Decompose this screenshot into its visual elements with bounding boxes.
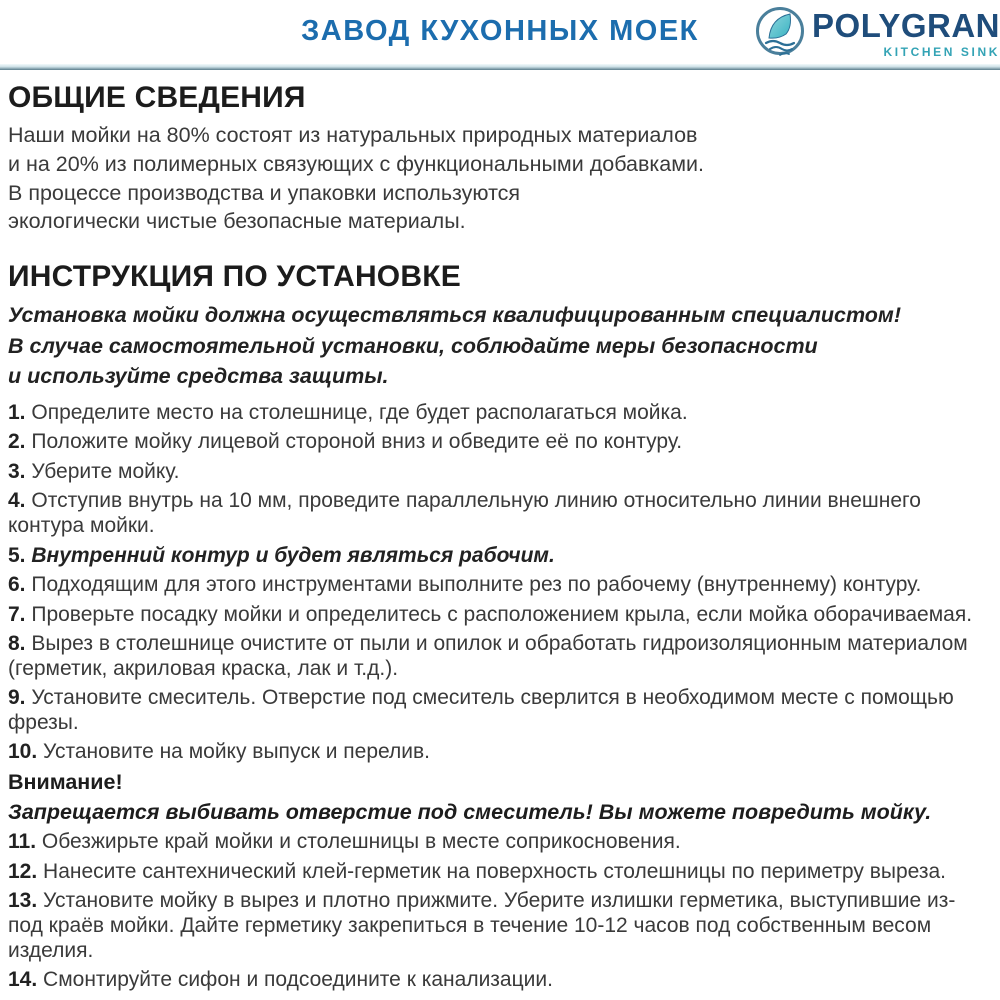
install-heading: ИНСТРУКЦИЯ ПО УСТАНОВКЕ	[8, 260, 461, 294]
step-text: Нанесите сантехнический клей-герметик на поверхность столешницы по периметру выреза.	[43, 859, 947, 883]
step-item	[8, 544, 988, 569]
step-number: 10.	[8, 740, 44, 764]
step-number: 6.	[8, 573, 32, 597]
step-number: 12.	[8, 859, 44, 883]
paragraph-line: Наши мойки на 80% состоят из натуральных природных материалов	[8, 123, 698, 147]
step-item	[8, 430, 988, 455]
step-text: Уберите мойку.	[31, 459, 180, 483]
paragraph-line: В процессе производства и упаковки используются	[8, 180, 521, 205]
step-number: 1.	[8, 400, 32, 424]
step-text: Определите место на столешнице, где будет располагаться мойка.	[31, 400, 688, 424]
section-general	[8, 81, 988, 236]
step-item	[8, 686, 988, 735]
paragraph-line: экологически чистые безопасные материалы.	[8, 209, 466, 234]
step-text: Установите на мойку выпуск и перелив.	[43, 740, 430, 764]
step-item	[8, 830, 988, 855]
step-text: Подходящим для этого инструментами выполните рез по рабочему (внутреннему) контуру.	[31, 573, 922, 597]
warning-line: В случае самостоятельной установки, соблюдайте меры безопасности	[8, 333, 818, 358]
header	[0, 0, 1000, 64]
step-number: 7.	[8, 602, 32, 626]
warning-line: и используйте средства защиты.	[8, 364, 389, 389]
polygran-logo	[753, 5, 1000, 61]
step-text: Вырез в столешнице очистите от пыли и опилок и обработать гидроизоляционным материалом (герметик, акриловая краска, лак и т.д.).	[8, 632, 968, 680]
step-text: Положите мойку лицевой стороной вниз и обведите её по контуру.	[31, 430, 683, 454]
notice-label: Внимание!	[8, 770, 123, 795]
brand-tagline: KITCHEN SINK	[883, 45, 1000, 59]
step-item	[8, 740, 988, 765]
step-number: 2.	[8, 430, 32, 454]
brand-wordmark: POLYGRAN	[812, 7, 1000, 44]
general-heading: ОБЩИЕ СВЕДЕНИЯ	[8, 81, 306, 114]
step-number: 11.	[8, 830, 42, 854]
polygran-sail-wave-icon	[753, 5, 807, 61]
step-item	[8, 401, 988, 426]
logo-text	[812, 5, 1000, 59]
step-item	[8, 573, 988, 598]
step-item	[8, 603, 988, 628]
warning-line: Установка мойки должна осуществляться квалифицированным специалистом!	[8, 303, 901, 328]
step-number: 5.	[8, 543, 32, 567]
step-number: 8.	[8, 632, 32, 656]
step-number: 3.	[8, 459, 32, 483]
step-item	[8, 460, 988, 485]
step-text: Смонтируйте сифон и подсоедините к канализации.	[43, 968, 553, 992]
step-item	[8, 968, 988, 993]
header-title: ЗАВОД КУХОННЫХ МОЕК	[301, 15, 699, 47]
step-item	[8, 632, 988, 681]
install-steps	[8, 401, 988, 993]
step-number: 13.	[8, 889, 44, 913]
section-install	[8, 260, 988, 993]
step-number: 4.	[8, 489, 32, 513]
step-item	[8, 489, 988, 538]
paragraph-line: и на 20% из полимерных связующих с функциональными добавками.	[8, 151, 704, 176]
step-number: 14.	[8, 968, 44, 992]
step-item	[8, 860, 988, 885]
step-number: 9.	[8, 686, 32, 710]
step-text: Проверьте посадку мойки и определитесь с расположением крыла, если мойка оборачиваемая.	[31, 602, 973, 626]
install-warning	[8, 300, 988, 392]
notice-text: Запрещается выбивать отверстие под смеситель! Вы можете повредить мойку.	[8, 800, 932, 825]
step-item	[8, 889, 988, 963]
step-text: Установите мойку в вырез и плотно прижмите. Уберите излишки герметика, выступившие из-под краёв мойки. Дайте герметику закрепиться в течение 10-12 часов под собственным весом изделия.	[8, 889, 956, 962]
step-text: Отступив внутрь на 10 мм, проведите параллельную линию относительно линии внешнего контура мойки.	[8, 489, 921, 537]
general-paragraph	[8, 121, 988, 236]
step-text: Внутренний контур и будет являться рабочим.	[31, 543, 555, 567]
content	[0, 70, 1000, 993]
step-text: Установите смеситель. Отверстие под смеситель сверлится в необходимом месте с помощью фрезы.	[8, 686, 954, 734]
step-text: Обезжирьте край мойки и столешницы в месте соприкосновения.	[41, 830, 681, 854]
